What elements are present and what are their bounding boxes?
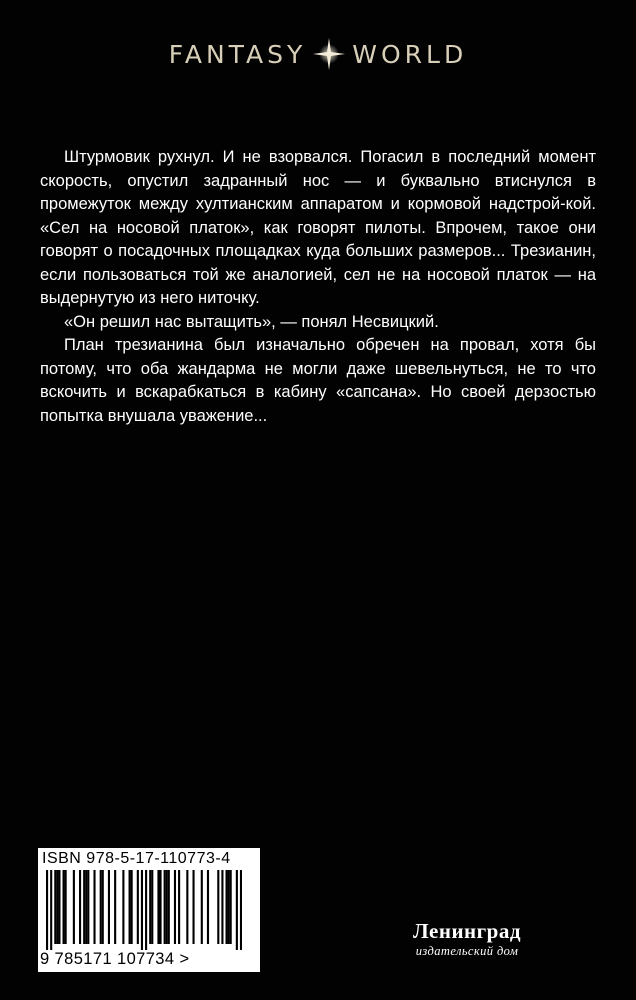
series-title-right: WORLD — [352, 39, 468, 69]
back-cover-blurb — [40, 146, 596, 428]
publisher-subtitle: издательский дом — [415, 944, 519, 958]
four-point-star-icon — [312, 37, 346, 71]
isbn-barcode — [38, 848, 260, 972]
blurb-paragraph: Штурмовик рухнул. И не взорвался. Погасил в последний момент скорость, опустил задранный нос — и буквально втиснулся в промежуток между хултианским аппаратом и кормовой надстрой-кой. «Сел на носовой платок», как говорят пилоты. Впрочем, такое они говорят о посадочных площадках куда больших размеров... Трезианин, если пользоваться той же аналогией, сел не на носовой платок — на выдернутую из него ниточку. — [40, 148, 596, 307]
publisher-logo — [382, 918, 552, 968]
barcode-bar — [192, 870, 194, 944]
blurb-paragraph: План трезианина был изначально обречен на провал, хотя бы потому, что оба жандарма не могли даже шевельнуться, не то что вскочить и вскарабкаться в кабину «сапсана». Но своей дерзостью попытка внушала уважение... — [40, 336, 596, 425]
barcode-bar — [56, 870, 58, 944]
barcode-bar — [50, 870, 52, 950]
barcode-bar — [73, 870, 75, 944]
barcode-bar — [100, 870, 102, 944]
barcode-bar — [58, 870, 60, 944]
publisher-name: Ленинград — [413, 919, 521, 943]
series-title-left: FANTASY — [168, 39, 307, 69]
ean-digits: 9 785171 107734 > — [40, 950, 190, 968]
barcode-bar — [236, 870, 238, 950]
barcode-bar — [129, 870, 131, 944]
barcode-bar — [225, 870, 227, 944]
barcode-bar — [83, 870, 85, 944]
barcode-bar — [178, 870, 180, 944]
barcode-bar — [79, 870, 81, 944]
barcode-bar — [159, 870, 161, 944]
barcode-bar — [186, 870, 188, 944]
barcode-bar — [240, 870, 242, 950]
barcode-bar — [141, 870, 143, 950]
barcode-bar — [87, 870, 89, 944]
barcode-bar — [168, 870, 170, 944]
barcode-bar — [174, 870, 176, 944]
barcode-bar — [122, 870, 124, 944]
barcode-bar — [166, 870, 168, 944]
barcode-bar — [102, 870, 104, 944]
barcode-bar — [63, 870, 65, 944]
isbn-label: ISBN 978-5-17-110773-4 — [42, 850, 231, 867]
barcode-bar — [207, 870, 209, 944]
barcode-bars — [46, 870, 242, 950]
barcode-bar — [46, 870, 48, 950]
barcode-bar — [131, 870, 133, 944]
barcode-bar — [157, 870, 159, 944]
barcode-bar — [201, 870, 203, 944]
barcode-bar — [65, 870, 67, 944]
barcode-bar — [108, 870, 110, 944]
barcode-bar — [164, 870, 166, 944]
barcode-bar — [93, 870, 95, 944]
barcode-bar — [137, 870, 139, 944]
barcode-bar — [221, 870, 223, 944]
barcode-bar — [54, 870, 56, 944]
barcode-bar — [228, 870, 230, 944]
series-logo — [0, 38, 636, 70]
blurb-paragraph: «Он решил нас вытащить», — понял Несвицкий. — [64, 312, 439, 331]
barcode-bar — [217, 870, 219, 944]
barcode-bar — [145, 870, 147, 950]
barcode-bar — [114, 870, 116, 944]
barcode-bar — [149, 870, 151, 944]
barcode-bar — [230, 870, 232, 944]
barcode-bar — [151, 870, 153, 944]
barcode-bar — [85, 870, 87, 944]
